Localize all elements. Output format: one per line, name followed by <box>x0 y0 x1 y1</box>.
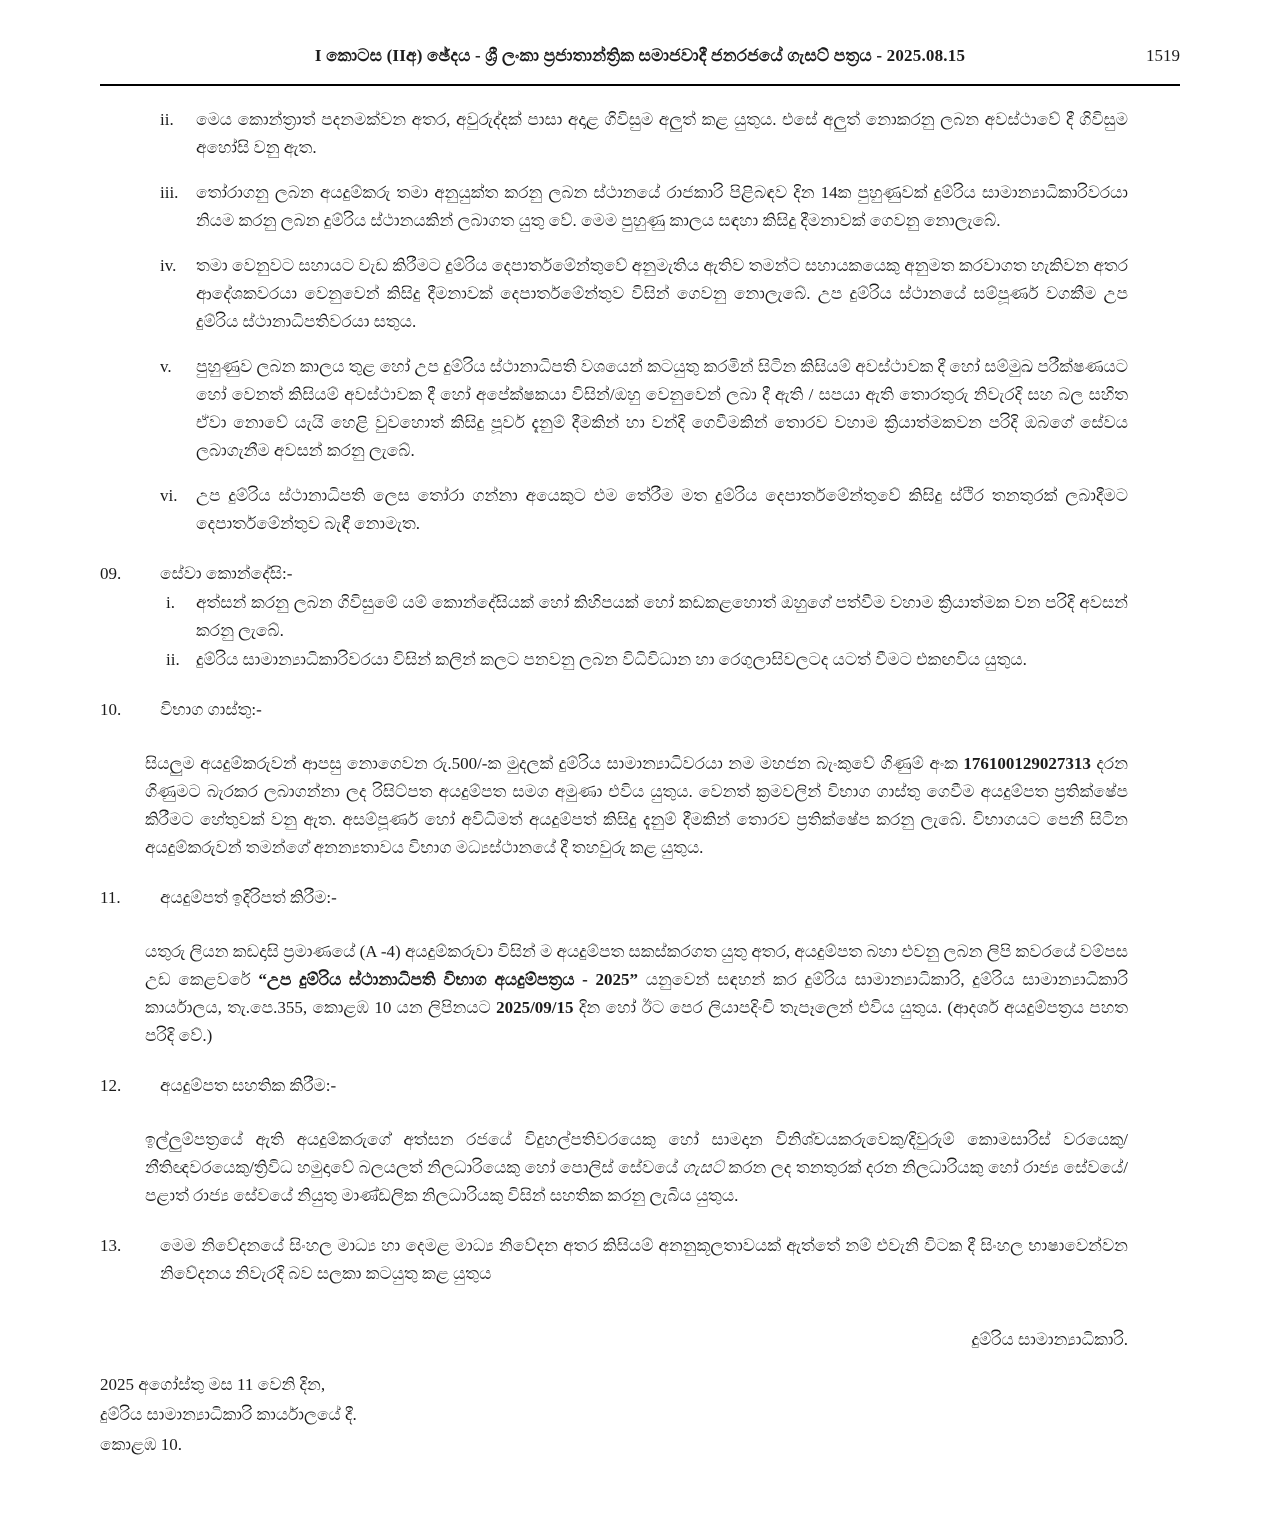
paragraph-text: යනුවෙන් සඳහන් කර දුම්රිය සාමාන්‍යාධිකාරි, දුම්රිය සාමාන්‍යාධිකාරි කාර්යාලය, තැ.පෙ.355, කොළඹ 10 යන ලිපිනයට <box>145 970 1128 1017</box>
paragraph-text: කරන ලද තනතුරක් දරන නිලධාරියකු හෝ රාජ්‍ය සේවයේ/පළාත් රාජ්‍ය සේවයේ නියුතු මාණ්ඩලික නිලධාරියකු විසින් සහතික කරනු ලැබිය යුතුය. <box>145 1158 1128 1205</box>
gazetted-word: ගැසට් <box>682 1158 724 1177</box>
paragraph-text: යතුරු ලියන කඩදාසි ප්‍රමාණයේ (A -4) අයදුම්කරුවා විසින් ම අයදුම්පත සකස්කරගත යුතු අතර, අයදුම්පත බහා එවනු ලබන ලිපි කවරයේ වම්පස උඩ කෙළවරේ <box>145 942 1128 989</box>
section-heading-row <box>100 1072 1128 1100</box>
clause-text: උප දුම්රිය ස්ථානාධිපති ලෙස තෝරා ගන්නා අයෙකුට එම තේරීම මත දුම්රිය දෙපාර්තමේන්තුවේ කිසිදු ස්ථිර තනතුරක් ලබාදීමට දෙපාර්තමේන්තුව බැඳී නොමැත. <box>196 486 1128 533</box>
section-text: මෙම නිවේදනයේ සිංහල මාධ්‍ය හා දෙමළ මාධ්‍ය නිවේදන අතර කිසියම් අනනුකූලතාවයක් ඇත්තේ නම් එවැනි විටක දී සිංහල භාෂාවෙන්වන නිවේදනය නිවැරදි බව සලකා කටයුතු කළ යුතුය <box>160 1236 1128 1283</box>
application-envelope-title: “උප දුම්රිය ස්ථානාධිපති විභාග අයදුම්පත්‍රය - 2025” <box>258 970 639 989</box>
paragraph-text: ඉල්ලුම්පත්‍රයේ ඇති අයදුම්කරුගේ අත්සන රජයේ විදුහල්පතිවරයෙකු හෝ සාමදාන විනිශ්චයකරුවෙකු/දිවුරුම් කොමසාරිස් වරයෙකු/නීතිඥවරයෙකු/ත්‍රිවිධ හමුදාවේ බලයලත් නිලධාරියෙකු හෝ පොලිස් සේවයේ <box>145 1130 1128 1177</box>
section-10-exam-fees <box>100 696 1128 862</box>
section-heading: විභාග ගාස්තු:- <box>160 700 262 719</box>
clause-number: vi. <box>160 486 178 505</box>
section-13-language-note <box>100 1232 1128 1288</box>
sub-clause-ii <box>100 646 1128 674</box>
date-place-block <box>100 1370 1128 1460</box>
sub-clause-text: අත්සන් කරනු ලබන ගිවිසුමේ යම් කොන්දේසියක් හෝ කිහිපයක් හෝ කඩකළහොත් ඔහුගේ පත්වීම වහාම ක්‍රියාත්මක වන පරිදි අවසන් කරනු ලැබේ. <box>196 593 1128 640</box>
section-11-application-submission <box>100 884 1128 1050</box>
clause-text: තෝරාගනු ලබන අයදුම්කරු තමා අනුයුක්ත කරනු ලබන ස්ථානයේ රාජකාරි පිළිබඳව දින 14ක පුහුණුවක් දුම්රිය සාමාන්‍යාධිකාරිවරයා නියම කරනු ලබන දුම්රිය ස්ථානයකින් ලබාගත යුතු වේ. මෙම පුහුණු කාලය සඳහා කිසිදු දීමනාවක් ගෙවනු නොලැබේ. <box>196 183 1128 230</box>
clause-number: v. <box>160 357 172 376</box>
footer-city-line: කොළඹ 10. <box>100 1435 183 1454</box>
clause-ii <box>100 106 1128 162</box>
bank-account-number: 176100129027313 <box>963 754 1091 773</box>
document-body <box>100 106 1180 1460</box>
section-10-paragraph <box>145 750 1128 862</box>
section-heading-row <box>100 696 1128 724</box>
clause-iii <box>100 179 1128 235</box>
clause-iv <box>100 252 1128 336</box>
clause-number: iii. <box>160 183 179 202</box>
section-number: 13. <box>100 1236 122 1255</box>
sub-clause-text: දුම්රිය සාමාන්‍යාධිකාරිවරයා විසින් කලින් කලට පනවනු ලබන විධිවිධාන හා රෙගුලාසිවලටද යටත් වීමට එකඟවිය යුතුය. <box>196 650 1027 669</box>
paragraph-text: දින හෝ ඊට පෙර ලියාපදිංචි තැපෑලෙන් එවිය යුතුය. (ආදර්ශ අයදුම්පත්‍රය පහත පරිදි වේ.) <box>145 998 1128 1045</box>
gazette-header-title: I කොටස (IIඅ) ඡේදය - ශ්‍රී ලංකා ප්‍රජාතාන්ත්‍රික සමාජවාදී ජනරජයේ ගැසට් පත්‍රය - 2025.08.15 <box>314 46 966 65</box>
section-heading: අයදුම්පත් ඉදිරිපත් කිරීම:- <box>160 888 337 907</box>
section-number: 12. <box>100 1076 122 1095</box>
clause-text: මෙය කොන්ත්‍රාත් පදනමක්වන අතර, අවුරුද්දක් පාසා අදාළ ගිවිසුම අලුත් කළ යුතුය. එසේ අලුත් නොකරනු ලබන අවස්ථාවේ දී ගිවිසුම අහෝසි වනු ඇත. <box>196 110 1128 157</box>
section-heading-row <box>100 1232 1128 1288</box>
section-number: 11. <box>100 888 121 907</box>
clause-number: ii. <box>160 110 174 129</box>
section-number: 09. <box>100 564 122 583</box>
closing-date: 2025/09/15 <box>496 998 574 1017</box>
page-number: 1519 <box>1146 46 1180 65</box>
signatory-title: දුම්රිය සාමාන්‍යාධිකාරි. <box>971 1330 1128 1349</box>
section-heading-row <box>100 884 1128 912</box>
clause-vi <box>100 482 1128 538</box>
footer-office-line: දුම්රිය සාමාන්‍යාධිකාරි කාර්යාලයේ දී. <box>100 1405 357 1424</box>
clause-v <box>100 353 1128 465</box>
clause-number: iv. <box>160 256 177 275</box>
sub-clause-i <box>100 589 1128 645</box>
paragraph-text: සියලුම අයදුම්කරුවන් ආපසු නොගෙවන රු.500/-ක මුදලක් දුම්රිය සාමාන්‍යාධිවරයා නම මහජන බැංකුවේ ගිණුම් අංක <box>145 754 964 773</box>
sub-clause-number: i. <box>166 593 175 612</box>
clause-text: තමා වෙනුවට සහායට වැඩ කිරීමට දුම්රිය දෙපාර්තමේන්තුවේ අනුමැතිය ඇතිව තමන්ට සහායකයෙකු අනුමත කරවාගත හැකිවන අතර ආදේශකවරයා වෙනුවෙන් කිසිදු දීමනාවක් දෙපාර්තමේන්තුව විසින් ගෙවනු නොලැබේ. උප දුම්රිය ස්ථානයේ සම්පූර්ණ වගකීම උප දුම්රිය ස්ථානාධිපතිවරයා සතුය. <box>196 256 1128 331</box>
section-12-application-attestation <box>100 1072 1128 1210</box>
section-heading: අයදුම්පත සහතික කිරීම:- <box>160 1076 337 1095</box>
clause-text: පුහුණුව ලබන කාලය තුළ හෝ උප දුම්රිය ස්ථානාධිපති වශයෙන් කටයුතු කරමින් සිටින කිසියම් අවස්ථාවක දී හෝ සම්මුඛ පරීක්ෂණයට හෝ වෙනත් කිසියම් අවස්ථාවක දී හෝ අපේක්ෂකයා විසින්/ඔහු වෙනුවෙන් ලබා දී ඇති / සපයා ඇති තොරතුරු නිවැරදි සහ බල සහිත ඒවා නොවේ යැයි හෙළි වුවහොත් කිසිදු පූර්ව දැනුම් දීමකින් හා වන්දි ගෙවීමකින් තොරව වහාම ක්‍රියාත්මකවන පරිදි ඔබගේ සේවය ලබාගැනීම අවසන් කරනු ලැබේ. <box>196 357 1128 460</box>
sub-clause-number: ii. <box>166 650 180 669</box>
section-12-paragraph <box>145 1126 1128 1210</box>
section-heading: සේවා කොන්දේසි:- <box>160 564 293 583</box>
section-11-paragraph <box>145 938 1128 1050</box>
paragraph-text: දරන ගිණුමට බැරකර ලබාගන්නා ලද රිසිට්පත අයදුම්පත සමග අමුණා එවිය යුතුය. වෙනත් ක්‍රමවලින් විභාග ගාස්තු ගෙවීම අයදුම්පත ප්‍රතික්ෂේප කිරීමට හේතුවක් වනු ඇත. අසම්පූර්ණ හෝ අවිධිමත් අයදුම්පත් කිසිදු දැනුම් දීමකින් තොරව ප්‍රතික්ෂේප කරනු ලැබේ. විභාගයට පෙනී සිටින අයදුම්කරුවන් තමන්ගේ අනන්‍යතාවය විභාග මධ්‍යස්ථානයේ දී තහවුරු කළ යුතුය. <box>145 754 1129 857</box>
section-heading-row <box>100 560 1128 588</box>
header-rule <box>100 84 1180 86</box>
page-header <box>100 46 1180 72</box>
section-number: 10. <box>100 700 122 719</box>
footer-date-line: 2025 අගෝස්තු මස 11 වෙනි දින, <box>100 1375 326 1394</box>
section-09-service-conditions <box>100 560 1128 674</box>
